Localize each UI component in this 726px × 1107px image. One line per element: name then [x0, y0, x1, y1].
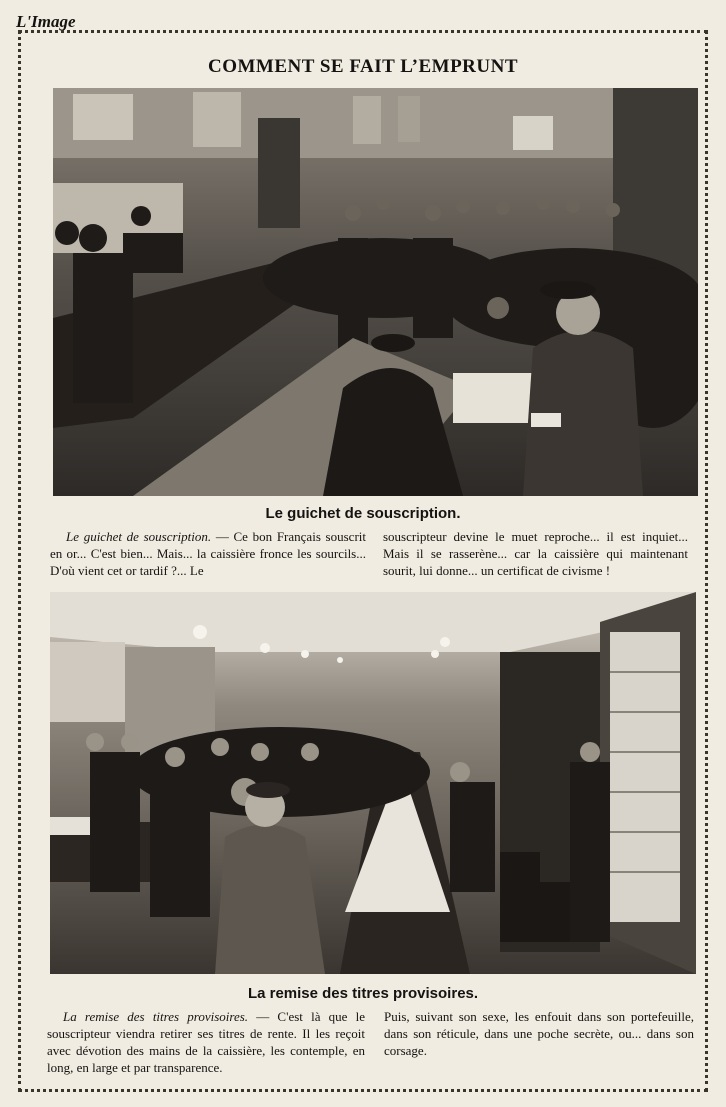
photo-bond-delivery-image — [50, 592, 696, 974]
photo-subscription-counter — [53, 88, 698, 496]
photo-subscription-counter-image — [53, 88, 698, 496]
text-bond-delivery-lead: La remise des titres provisoires. — [63, 1009, 249, 1024]
text-subscription-right: souscripteur devine le muet reproche... il est inquiet... Mais il se rasserène... car la caissière qui maintenant sourit, lui donne... un certificat de civisme ! — [383, 529, 688, 578]
text-subscription-body: — Ce bon Français souscrit en or... C'est bien... Mais... la caissière fronce les sourcils... D'où vient cet or tardif ?... Le — [50, 529, 366, 578]
photo-caption-subscription: Le guichet de souscription. — [265, 505, 461, 522]
text-subscription-lead: Le guichet de souscription. — [66, 529, 212, 544]
page-title: COMMENT SE FAIT L’EMPRUNT — [207, 56, 519, 77]
text-bond-delivery-left — [47, 1008, 365, 1076]
text-bond-delivery-right: Puis, suivant son sexe, les enfouit dans son portefeuille, dans son réticule, dans une poche secrète, ou... dans son corsage. — [384, 1009, 694, 1058]
text-subscription-left — [50, 528, 366, 579]
photo-caption-bond-delivery: La remise des titres provisoires. — [247, 985, 479, 1002]
text-bond-delivery-body: — C'est là que le souscripteur viendra retirer ses titres de rente. Il les reçoit avec dévotion des mains de la caissière, les contemple, en long, en large et par transparence. — [47, 1009, 365, 1075]
photo-bond-delivery — [50, 592, 696, 974]
masthead: L'Image — [16, 12, 76, 31]
